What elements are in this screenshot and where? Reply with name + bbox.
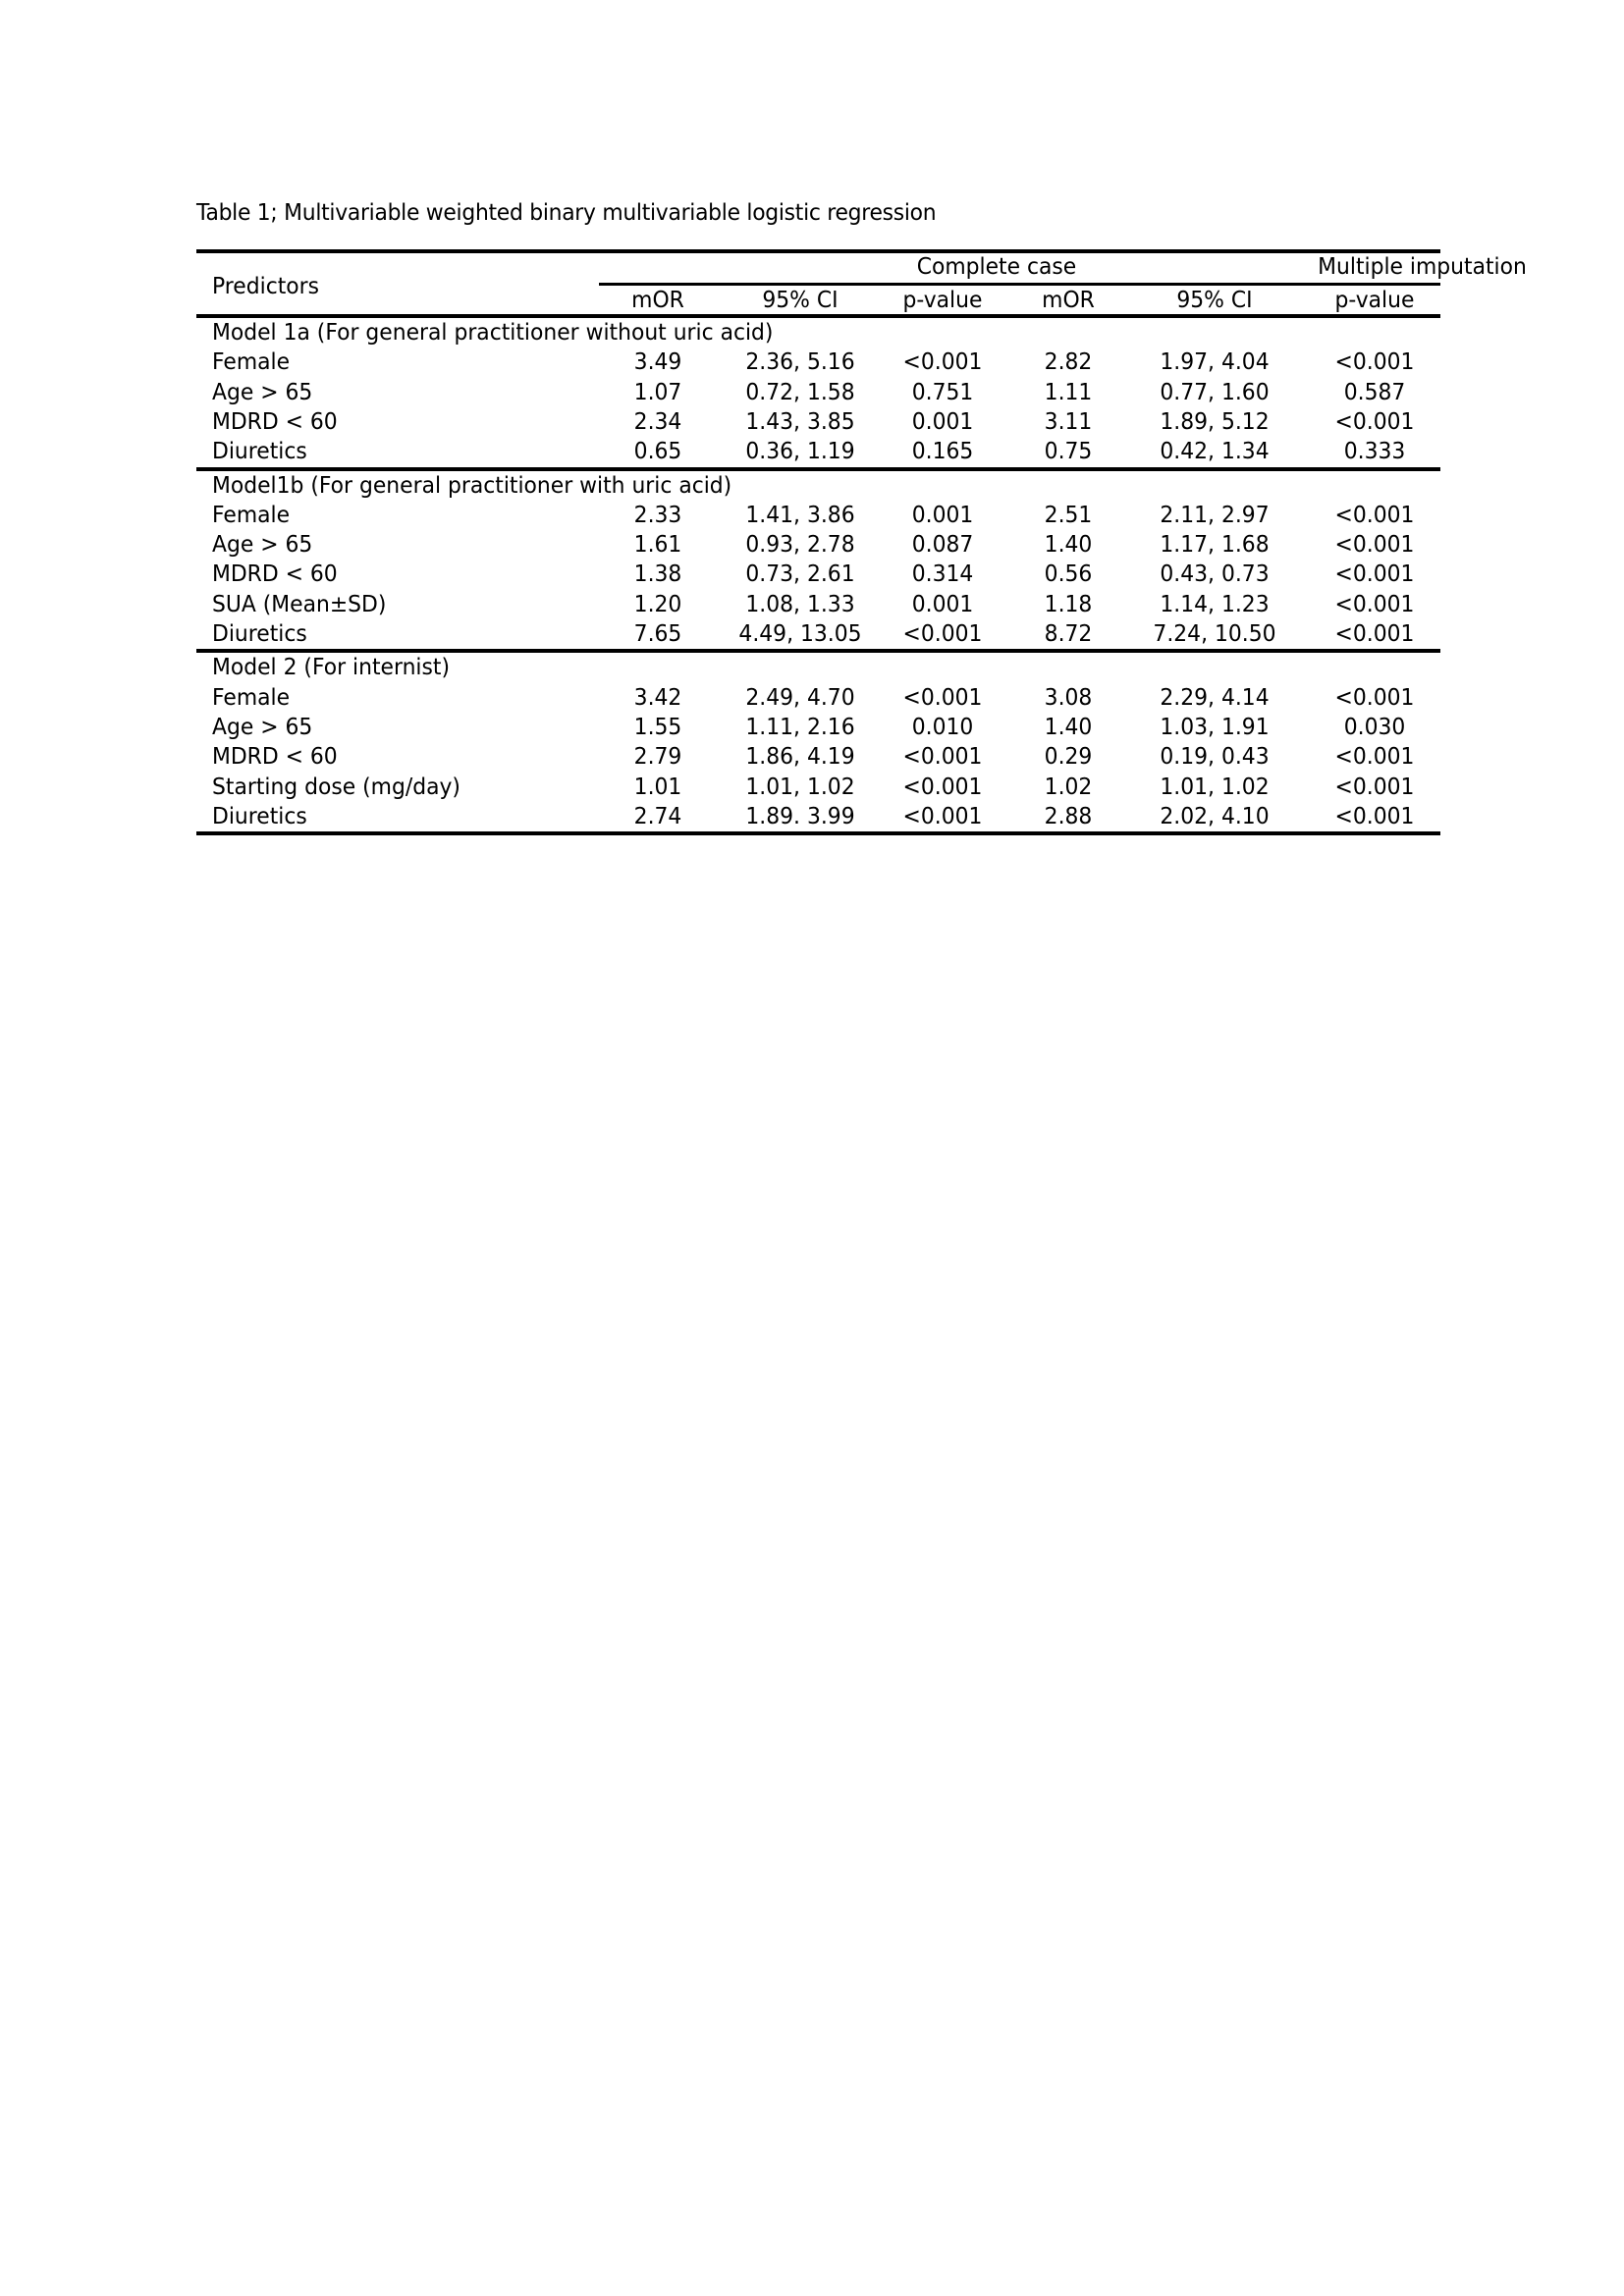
table-row (196, 436, 1440, 465)
cc-p-cell: <0.001 (902, 682, 983, 711)
mi-mor-cell: 1.40 (1044, 530, 1093, 559)
cc-ci-cell: 1.43, 3.85 (745, 406, 855, 435)
mi-p-cell: <0.001 (1334, 589, 1415, 617)
cc-mor-cell: 3.42 (633, 682, 682, 711)
mi-ci-cell: 7.24, 10.50 (1153, 619, 1276, 647)
header-cc-mor: mOR (631, 286, 684, 313)
header-cc-ci: 95% CI (762, 286, 839, 313)
table-row (196, 559, 1440, 588)
cc-p-cell: <0.001 (902, 619, 983, 647)
cc-ci-cell: 2.36, 5.16 (745, 347, 855, 376)
mi-ci-cell: 1.03, 1.91 (1160, 712, 1270, 740)
cc-mor-cell: 1.20 (633, 589, 682, 617)
mi-ci-cell: 2.02, 4.10 (1160, 801, 1270, 829)
cc-mor-cell: 1.38 (633, 560, 682, 588)
mi-mor-cell: 3.08 (1044, 682, 1093, 711)
header-predictors: Predictors (212, 272, 320, 299)
cc-mor-cell: 2.79 (633, 742, 682, 771)
cc-p-cell: 0.001 (911, 406, 974, 435)
section-label: Model 1a (For general practitioner without uric acid) (212, 318, 774, 346)
predictor-cell: Age > 65 (212, 377, 313, 405)
cc-mor-cell: 1.55 (633, 712, 682, 740)
predictor-cell: Starting dose (mg/day) (212, 772, 460, 800)
mi-ci-cell: 0.43, 0.73 (1160, 560, 1270, 588)
cc-mor-cell: 0.65 (633, 437, 682, 465)
cc-p-cell: <0.001 (902, 347, 983, 376)
section-label: Model 2 (For internist) (212, 653, 450, 681)
table-row (196, 406, 1440, 436)
mi-p-cell: <0.001 (1334, 801, 1415, 829)
mi-mor-cell: 2.88 (1044, 801, 1093, 829)
cc-ci-cell: 1.41, 3.86 (745, 500, 855, 528)
header-mi-p: p-value (1334, 286, 1415, 313)
mi-p-cell: <0.001 (1334, 619, 1415, 647)
cc-p-cell: 0.314 (911, 560, 974, 588)
cc-mor-cell: 1.07 (633, 377, 682, 405)
predictor-cell: Female (212, 682, 291, 711)
table-row (196, 529, 1440, 559)
header-cc-p: p-value (902, 286, 983, 313)
predictor-cell: MDRD < 60 (212, 406, 338, 435)
cc-p-cell: <0.001 (902, 742, 983, 771)
mi-p-cell: 0.333 (1343, 437, 1406, 465)
cc-ci-cell: 4.49, 13.05 (738, 619, 862, 647)
cc-ci-cell: 1.11, 2.16 (745, 712, 855, 740)
mi-mor-cell: 3.11 (1044, 406, 1093, 435)
predictor-cell: MDRD < 60 (212, 560, 338, 588)
cc-mor-cell: 3.49 (633, 347, 682, 376)
mi-mor-cell: 0.56 (1044, 560, 1093, 588)
cc-mor-cell: 2.74 (633, 801, 682, 829)
predictor-cell: SUA (Mean±SD) (212, 589, 387, 617)
cc-ci-cell: 0.73, 2.61 (745, 560, 855, 588)
bottom-rule (196, 831, 1440, 835)
table-row (196, 712, 1440, 741)
cc-ci-cell: 1.86, 4.19 (745, 742, 855, 771)
cc-p-cell: <0.001 (902, 801, 983, 829)
table-row (196, 377, 1440, 406)
mi-ci-cell: 1.01, 1.02 (1160, 772, 1270, 800)
table-row (196, 589, 1440, 618)
mi-ci-cell: 1.97, 4.04 (1160, 347, 1270, 376)
cc-mor-cell: 1.01 (633, 772, 682, 800)
cc-p-cell: 0.001 (911, 500, 974, 528)
predictor-cell: Female (212, 347, 291, 376)
cc-mor-cell: 7.65 (633, 619, 682, 647)
predictor-cell: Diuretics (212, 437, 307, 465)
predictor-cell: MDRD < 60 (212, 742, 338, 771)
table-caption: Table 1; Multivariable weighted binary multivariable logistic regression (196, 198, 937, 226)
header-group-complete-case: Complete case (916, 252, 1077, 280)
cc-ci-cell: 0.36, 1.19 (745, 437, 855, 465)
table-row (196, 801, 1440, 830)
cc-ci-cell: 1.08, 1.33 (745, 589, 855, 617)
mi-ci-cell: 0.42, 1.34 (1160, 437, 1270, 465)
mi-p-cell: <0.001 (1334, 772, 1415, 800)
mi-ci-cell: 1.17, 1.68 (1160, 530, 1270, 559)
mi-p-cell: <0.001 (1334, 560, 1415, 588)
mi-ci-cell: 1.14, 1.23 (1160, 589, 1270, 617)
cc-mor-cell: 2.33 (633, 500, 682, 528)
mi-p-cell: <0.001 (1334, 347, 1415, 376)
cc-p-cell: 0.165 (911, 437, 974, 465)
predictor-cell: Age > 65 (212, 712, 313, 740)
section-label: Model1b (For general practitioner with uric acid) (212, 470, 732, 499)
header-mi-ci: 95% CI (1176, 286, 1253, 313)
mi-mor-cell: 1.02 (1044, 772, 1093, 800)
mi-p-cell: <0.001 (1334, 742, 1415, 771)
predictor-cell: Female (212, 500, 291, 528)
mi-mor-cell: 1.11 (1044, 377, 1093, 405)
table-row (196, 347, 1440, 376)
cc-mor-cell: 2.34 (633, 406, 682, 435)
mi-ci-cell: 0.77, 1.60 (1160, 377, 1270, 405)
table-row (196, 618, 1440, 648)
cc-ci-cell: 1.01, 1.02 (745, 772, 855, 800)
predictor-cell: Age > 65 (212, 530, 313, 559)
table-row (196, 500, 1440, 529)
table-row (196, 772, 1440, 801)
mi-p-cell: <0.001 (1334, 682, 1415, 711)
header-mi-mor: mOR (1042, 286, 1095, 313)
mi-mor-cell: 1.40 (1044, 712, 1093, 740)
mi-mor-cell: 0.75 (1044, 437, 1093, 465)
cc-p-cell: 0.087 (911, 530, 974, 559)
mi-ci-cell: 0.19, 0.43 (1160, 742, 1270, 771)
cc-mor-cell: 1.61 (633, 530, 682, 559)
predictor-cell: Diuretics (212, 619, 307, 647)
cc-p-cell: 0.751 (911, 377, 974, 405)
cc-p-cell: <0.001 (902, 772, 983, 800)
predictor-cell: Diuretics (212, 801, 307, 829)
mi-p-cell: <0.001 (1334, 530, 1415, 559)
mi-mor-cell: 0.29 (1044, 742, 1093, 771)
cc-p-cell: 0.001 (911, 589, 974, 617)
mi-p-cell: <0.001 (1334, 500, 1415, 528)
mi-ci-cell: 1.89, 5.12 (1160, 406, 1270, 435)
mi-ci-cell: 2.11, 2.97 (1160, 500, 1270, 528)
header-group-multiple-imputation: Multiple imputation (1318, 252, 1527, 280)
table-row (196, 682, 1440, 712)
cc-ci-cell: 0.93, 2.78 (745, 530, 855, 559)
mi-p-cell: 0.030 (1343, 712, 1406, 740)
mi-mor-cell: 2.82 (1044, 347, 1093, 376)
cc-ci-cell: 0.72, 1.58 (745, 377, 855, 405)
mi-mor-cell: 1.18 (1044, 589, 1093, 617)
mi-mor-cell: 8.72 (1044, 619, 1093, 647)
table-row (196, 741, 1440, 771)
mi-ci-cell: 2.29, 4.14 (1160, 682, 1270, 711)
mi-p-cell: 0.587 (1343, 377, 1406, 405)
cc-ci-cell: 2.49, 4.70 (745, 682, 855, 711)
cc-p-cell: 0.010 (911, 712, 974, 740)
mi-mor-cell: 2.51 (1044, 500, 1093, 528)
mi-p-cell: <0.001 (1334, 406, 1415, 435)
cc-ci-cell: 1.89. 3.99 (745, 801, 855, 829)
